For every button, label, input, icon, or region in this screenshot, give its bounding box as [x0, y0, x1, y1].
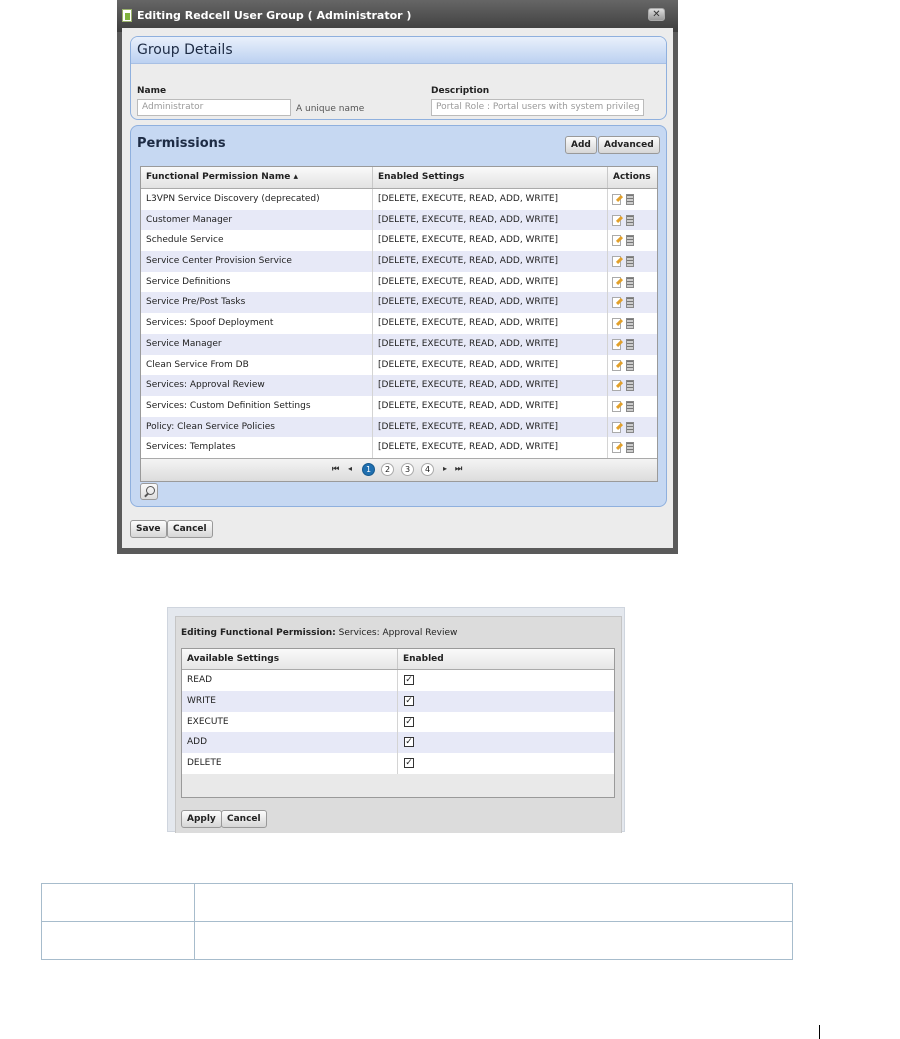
permission-name: L3VPN Service Discovery (deprecated)	[141, 189, 373, 210]
table-divider	[42, 921, 792, 922]
row-actions	[608, 272, 657, 293]
name-field[interactable]: Administrator	[137, 99, 291, 116]
table-row[interactable]	[141, 272, 657, 293]
edit-icon[interactable]	[612, 422, 621, 433]
setting-name: EXECUTE	[182, 712, 398, 733]
enabled-cell	[398, 691, 614, 712]
page-button-1[interactable]: 1	[362, 463, 375, 476]
cancel-button[interactable]: Cancel	[167, 520, 213, 538]
setting-name: READ	[182, 670, 398, 691]
save-button[interactable]: Save	[130, 520, 167, 538]
table-header	[141, 167, 657, 189]
table-row[interactable]	[141, 396, 657, 417]
row-actions	[608, 292, 657, 313]
dialog-title: Editing Redcell User Group ( Administrator )	[137, 9, 412, 22]
delete-icon[interactable]	[626, 401, 634, 412]
delete-icon[interactable]	[626, 380, 634, 391]
table-row[interactable]	[141, 230, 657, 251]
edit-icon[interactable]	[612, 215, 621, 226]
permission-name: Services: Custom Definition Settings	[141, 396, 373, 417]
permission-settings: [DELETE, EXECUTE, READ, ADD, WRITE]	[373, 189, 608, 210]
table-row[interactable]	[141, 375, 657, 396]
edit-icon[interactable]	[612, 277, 621, 288]
dialog-body	[122, 28, 673, 548]
permission-name: Services: Approval Review	[141, 375, 373, 396]
permission-settings: [DELETE, EXECUTE, READ, ADD, WRITE]	[373, 251, 608, 272]
permission-settings: [DELETE, EXECUTE, READ, ADD, WRITE]	[373, 334, 608, 355]
apply-button[interactable]: Apply	[181, 810, 222, 828]
edit-icon[interactable]	[612, 235, 621, 246]
edit-icon[interactable]	[612, 194, 621, 205]
enabled-checkbox[interactable]: ✓	[405, 758, 413, 769]
table-row[interactable]	[141, 292, 657, 313]
edit-icon[interactable]	[612, 401, 621, 412]
delete-icon[interactable]	[626, 194, 634, 205]
settings-table-body	[182, 670, 614, 774]
permission-settings: [DELETE, EXECUTE, READ, ADD, WRITE]	[373, 313, 608, 334]
permission-name: Customer Manager	[141, 210, 373, 231]
pagination-bar	[141, 458, 657, 481]
page-button-4[interactable]: 4	[421, 463, 434, 476]
dialog2-header-value: Services: Approval Review	[338, 628, 458, 638]
permission-settings: [DELETE, EXECUTE, READ, ADD, WRITE]	[373, 355, 608, 376]
enabled-checkbox[interactable]: ✓	[405, 675, 413, 685]
row-actions	[608, 396, 657, 417]
permission-name: Service Manager	[141, 334, 373, 355]
delete-icon[interactable]	[626, 277, 634, 288]
edit-icon[interactable]	[612, 297, 621, 308]
dialog2-header-label: Editing Functional Permission:	[181, 628, 336, 638]
close-icon[interactable]: ✕	[648, 8, 665, 21]
row-actions	[608, 334, 657, 355]
permissions-title: Permissions	[137, 136, 226, 151]
column-header-name[interactable]: Functional Permission Name ▴	[141, 167, 373, 188]
page-button-3[interactable]: 3	[401, 463, 414, 476]
column-header-enabled: Enabled	[403, 654, 444, 664]
table-divider	[194, 884, 195, 959]
edit-icon[interactable]	[612, 256, 621, 267]
permission-settings: [DELETE, EXECUTE, READ, ADD, WRITE]	[373, 396, 608, 417]
dialog2-header	[181, 628, 457, 638]
description-label: Description	[431, 86, 490, 96]
permission-name: Services: Spoof Deployment	[141, 313, 373, 334]
row-actions	[608, 189, 657, 210]
row-actions	[608, 313, 657, 334]
permission-name: Schedule Service	[141, 230, 373, 251]
search-icon[interactable]	[140, 483, 158, 500]
permission-name: Services: Templates	[141, 437, 373, 458]
edit-icon[interactable]	[612, 318, 621, 329]
table-row	[182, 732, 614, 753]
document-icon	[122, 9, 132, 22]
document-table	[41, 883, 793, 960]
permission-name: Service Definitions	[141, 272, 373, 293]
enabled-checkbox[interactable]: ✓	[405, 695, 413, 706]
row-actions	[608, 355, 657, 376]
first-page-icon[interactable]: ⏮	[332, 463, 340, 473]
delete-icon[interactable]	[626, 215, 634, 226]
group-details-title: Group Details	[137, 42, 233, 58]
edit-icon[interactable]	[612, 339, 621, 350]
row-actions	[608, 417, 657, 438]
permission-settings: [DELETE, EXECUTE, READ, ADD, WRITE]	[373, 375, 608, 396]
delete-icon[interactable]	[626, 422, 634, 433]
row-actions	[608, 375, 657, 396]
page-margin-bar	[819, 1025, 820, 1039]
column-header-actions: Actions	[613, 172, 651, 182]
permission-settings: [DELETE, EXECUTE, READ, ADD, WRITE]	[373, 437, 608, 458]
description-field[interactable]: Portal Role : Portal users with system privileg	[431, 99, 644, 116]
group-details-panel	[130, 36, 667, 120]
table-row[interactable]	[141, 189, 657, 210]
page-button-2[interactable]: 2	[381, 463, 394, 476]
advanced-button[interactable]: Advanced	[598, 136, 660, 154]
table-row	[182, 753, 614, 774]
row-actions	[608, 251, 657, 272]
add-button[interactable]: Add	[565, 136, 597, 154]
column-header-settings[interactable]: Enabled Settings	[373, 167, 608, 188]
permission-name: Clean Service From DB	[141, 355, 373, 376]
row-actions	[608, 210, 657, 231]
delete-icon[interactable]	[626, 297, 634, 308]
enabled-checkbox[interactable]: ✓	[405, 716, 413, 727]
enabled-cell	[398, 732, 614, 753]
table-row	[182, 712, 614, 733]
table-row[interactable]	[141, 334, 657, 355]
permission-name: Policy: Clean Service Policies	[141, 417, 373, 438]
settings-table	[181, 648, 615, 798]
enabled-cell	[398, 670, 614, 691]
delete-icon[interactable]	[626, 235, 634, 246]
next-page-icon[interactable]: ▸	[443, 463, 448, 473]
table-row	[182, 691, 614, 712]
table-body	[141, 189, 657, 458]
group-details-body	[131, 64, 666, 119]
permission-name: Service Pre/Post Tasks	[141, 292, 373, 313]
permission-settings: [DELETE, EXECUTE, READ, ADD, WRITE]	[373, 230, 608, 251]
prev-page-icon[interactable]: ◂	[348, 463, 353, 473]
edit-functional-permission-dialog	[167, 607, 625, 832]
delete-icon[interactable]	[626, 339, 634, 350]
table-row	[182, 670, 614, 691]
enabled-checkbox[interactable]: ✓	[405, 737, 413, 748]
row-actions	[608, 230, 657, 251]
permission-settings: [DELETE, EXECUTE, READ, ADD, WRITE]	[373, 417, 608, 438]
permissions-panel	[130, 125, 667, 507]
group-details-header	[131, 37, 666, 64]
table-row[interactable]	[141, 251, 657, 272]
setting-name: WRITE	[182, 691, 398, 712]
delete-icon[interactable]	[626, 256, 634, 267]
delete-icon[interactable]	[626, 318, 634, 329]
edit-icon[interactable]	[612, 380, 621, 391]
dialog2-body	[175, 616, 622, 833]
enabled-cell	[398, 753, 614, 774]
enabled-cell	[398, 712, 614, 733]
edit-icon[interactable]	[612, 442, 621, 453]
table-row[interactable]	[141, 417, 657, 438]
delete-icon[interactable]	[626, 360, 634, 371]
table-row[interactable]	[141, 437, 657, 458]
cancel-button[interactable]: Cancel	[221, 810, 267, 828]
table-row[interactable]	[141, 355, 657, 376]
column-header-available-settings: Available Settings	[182, 649, 398, 669]
setting-name: DELETE	[182, 753, 398, 774]
permission-settings: [DELETE, EXECUTE, READ, ADD, WRITE]	[373, 210, 608, 231]
last-page-icon[interactable]: ⏭	[455, 463, 463, 473]
name-label: Name	[137, 86, 167, 96]
table-row[interactable]	[141, 210, 657, 231]
delete-icon[interactable]	[626, 442, 634, 453]
name-hint: A unique name	[296, 104, 365, 114]
setting-name: ADD	[182, 732, 398, 753]
permissions-table	[140, 166, 658, 482]
row-actions	[608, 437, 657, 458]
settings-table-header	[182, 649, 614, 670]
table-row[interactable]	[141, 313, 657, 334]
edit-icon[interactable]	[612, 360, 621, 371]
permission-settings: [DELETE, EXECUTE, READ, ADD, WRITE]	[373, 292, 608, 313]
permission-settings: [DELETE, EXECUTE, READ, ADD, WRITE]	[373, 272, 608, 293]
permission-name: Service Center Provision Service	[141, 251, 373, 272]
edit-user-group-dialog	[117, 0, 678, 554]
